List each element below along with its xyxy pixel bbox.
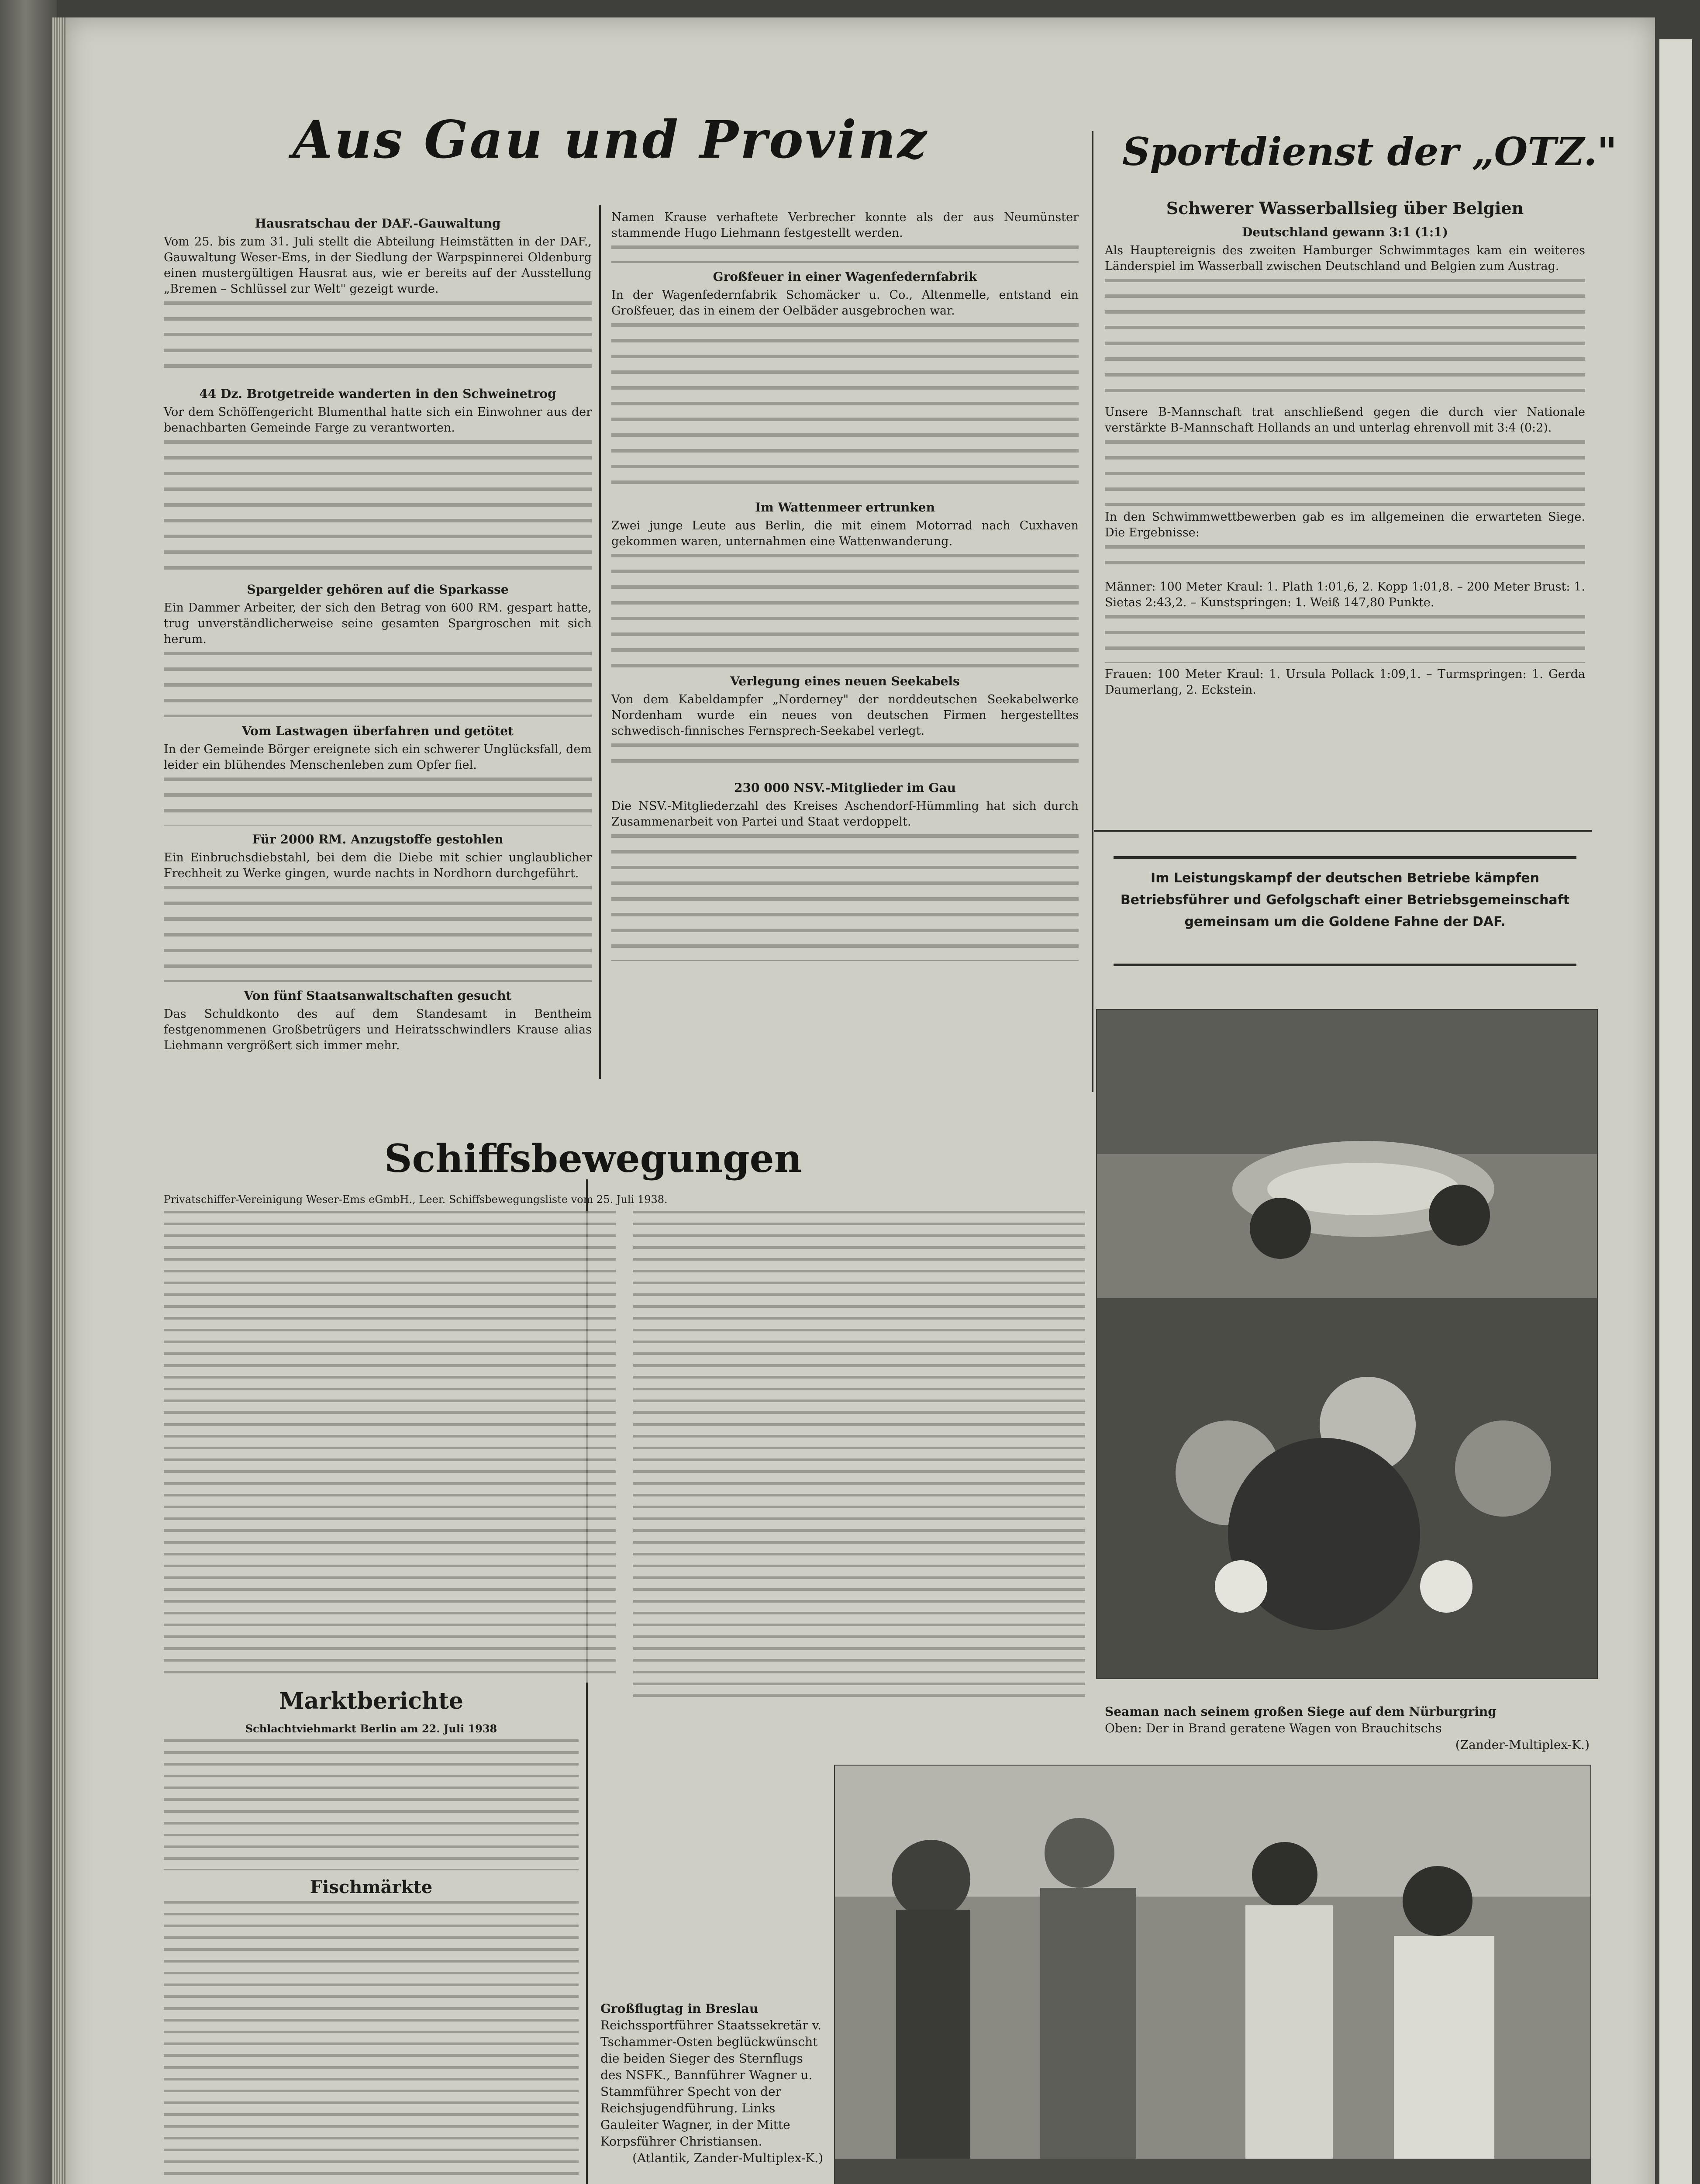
fish-market-title: Fischmärkte	[310, 1877, 433, 1897]
article-text-block	[611, 323, 1079, 494]
subheadline: Deutschland gewann 3:1 (1:1)	[1242, 225, 1448, 239]
column-rule	[1092, 131, 1093, 1092]
binding-spine	[0, 0, 57, 2184]
article-text-block	[611, 554, 1079, 667]
column-rule	[599, 205, 601, 1079]
article-text-block	[611, 834, 1079, 961]
headline: Hausratschau der DAF.-Gauwaltung	[255, 216, 501, 231]
article-text-block	[164, 886, 592, 982]
article-text-block	[1105, 440, 1585, 506]
headline: Im Wattenmeer ertrunken	[755, 500, 935, 515]
daf-announcement-box	[1114, 856, 1576, 966]
article-text-block	[164, 301, 592, 380]
caption-credit: (Atlantik, Zander-Multiplex-K.)	[632, 2151, 823, 2165]
results-women: Frauen: 100 Meter Kraul: 1. Ursula Pollack 1:09,1. – Turmspringen: 1. Gerda Daumerlang, 2. Eckstein.	[1105, 667, 1585, 697]
breslau-photo-caption	[600, 2001, 823, 2167]
article-text: Die NSV.-Mitgliederzahl des Kreises Aschendorf-Hümmling hat sich durch Zusammenarbeit von Partei und Staat verdoppelt.	[611, 799, 1079, 829]
daf-announcement-text: Im Leistungskampf der deutschen Betriebe kämpfen Betriebsführer und Gefolgschaft einer Betriebsgemeinschaft gemeinsam um die Goldene Fahne der DAF.	[1120, 871, 1570, 930]
article-text-block	[611, 743, 1079, 774]
headline: 44 Dz. Brotgetreide wanderten in den Schweinetrog	[199, 387, 556, 401]
article-text: Unsere B-Mannschaft trat anschließend gegen die durch vier Nationale verstärkte B-Mannschaft Hollands an und unterlag ehrenvoll mit 3:4 (0:2).	[1105, 405, 1585, 435]
breslau-photo	[834, 1765, 1591, 2184]
headline: Verlegung eines neuen Seekabels	[730, 674, 960, 688]
article-text-block	[164, 652, 592, 717]
article-text: Das Schuldkonto des auf dem Standesamt in Bentheim festgenommenen Großbetrügers und Heiratsschwindlers Krause alias Liehmann vergrößert sich immer mehr.	[164, 1007, 592, 1052]
headline: Vom Lastwagen überfahren und getötet	[242, 724, 514, 738]
market-title: Marktberichte	[279, 1688, 463, 1714]
racing-photo-image	[1097, 1010, 1597, 1678]
market-text-block	[164, 1739, 579, 1870]
article-text: Ein Einbruchsdiebstahl, bei dem die Diebe mit schier unglaublicher Frechheit zu Werke gingen, wurde nachts in Nordhorn durchgeführt.	[164, 851, 592, 880]
section-title-sport: Sportdienst der „OTZ."	[1122, 129, 1617, 174]
breslau-photo-image	[835, 1766, 1590, 2184]
article-text: Vom 25. bis zum 31. Juli stellt die Abteilung Heimstätten in der DAF., Gauwaltung Weser-Ems, in der Siedlung der Warpspinnerei Oldenburg einen mustergültigen Hausrat aus, wie er bereits auf der Ausstellung „Bremen – Schlüssel zur Welt" gezeigt wurde.	[164, 235, 592, 296]
article-text-block	[164, 440, 592, 576]
article-text-block	[1105, 615, 1585, 663]
column-local-news-2	[611, 210, 1079, 964]
article-text: Als Hauptereignis des zweiten Hamburger Schwimmtages kam ein weiteres Länderspiel im Wasserball zwischen Deutschland und Belgien zum Austrag.	[1105, 244, 1585, 273]
article-text-block	[611, 245, 1079, 263]
shipping-list-left	[164, 1211, 616, 1683]
caption-credit: (Zander-Multiplex-K.)	[1455, 1738, 1590, 1752]
results-men: Männer: 100 Meter Kraul: 1. Plath 1:01,6, 2. Kopp 1:01,8. – 200 Meter Brust: 1. Sietas 2:43,2. – Kunstspringen: 1. Weiß 147,80 Punkte.	[1105, 580, 1585, 609]
article-text: Zwei junge Leute aus Berlin, die mit einem Motorrad nach Cuxhaven gekommen waren, unternahmen eine Wattenwanderung.	[611, 519, 1079, 548]
shipping-intro: Privatschiffer-Vereinigung Weser-Ems eGmbH., Leer. Schiffsbewegungsliste vom 25. Juli 1938.	[164, 1193, 668, 1206]
racing-photo-caption	[1105, 1704, 1590, 1753]
newspaper-page	[66, 17, 1655, 2184]
article-text: Von dem Kabeldampfer „Norderney" der norddeutschen Seekabelwerke Nordenham wurde ein neues von deutschen Firmen hergestelltes schwedisch-finnisches Fernsprech-Seekabel verlegt.	[611, 693, 1079, 738]
next-page-edge	[1659, 39, 1692, 2184]
shipping-movements-block	[164, 1192, 1085, 1704]
column-sport	[1105, 192, 1585, 702]
market-reports	[164, 1682, 579, 2184]
column-local-news-1	[164, 210, 592, 1058]
caption-text: Reichssportführer Staatssekretär v. Tschammer-Osten beglückwünscht die beiden Sieger des Sternflugs des NSFK., Bannführer Wagner u. Stammführer Specht von der Reichsjugendführung. Links Gauleiter Wagner, in der Mitte Korpsführer Christiansen.	[600, 2018, 822, 2149]
market-subtitle: Schlachtviehmarkt Berlin am 22. Juli 1938	[245, 1722, 497, 1735]
article-text-block	[1105, 545, 1585, 576]
headline: Von fünf Staatsanwaltschaften gesucht	[244, 988, 512, 1003]
article-text: Vor dem Schöffengericht Blumenthal hatte sich ein Einwohner aus der benachbarten Gemeinde Farge zu verantworten.	[164, 405, 592, 435]
caption-title: Großflugtag in Breslau	[600, 2001, 759, 2016]
section-title-gau: Aus Gau und Provinz	[293, 109, 928, 170]
article-text: In der Gemeinde Börger ereignete sich ein schwerer Unglücksfall, dem leider ein blühendes Menschenleben zum Opfer fiel.	[164, 743, 592, 772]
article-text: Ein Dammer Arbeiter, der sich den Betrag von 600 RM. gespart hatte, trug unverständlicherweise seine gesamten Spargroschen mit sich herum.	[164, 601, 592, 646]
section-rule	[1094, 830, 1592, 832]
shipping-list-right	[633, 1211, 1085, 1700]
article-text: Namen Krause verhaftete Verbrecher konnte als der aus Neumünster stammende Hugo Liehmann festgestellt werden.	[611, 211, 1079, 240]
headline: Spargelder gehören auf die Sparkasse	[247, 582, 509, 597]
shipping-section-title: Schiffsbewegungen	[384, 1136, 802, 1181]
page-edges	[52, 17, 66, 2184]
fish-market-text-block	[164, 1901, 579, 2184]
article-text-block	[1105, 279, 1585, 401]
article-text: In der Wagenfedernfabrik Schomäcker u. Co., Altenmelle, entstand ein Großfeuer, das in einem der Oelbäder ausgebrochen war.	[611, 288, 1079, 318]
headline: Schwerer Wasserballsieg über Belgien	[1166, 198, 1524, 218]
headline: 230 000 NSV.-Mitglieder im Gau	[734, 781, 956, 795]
headline: Großfeuer in einer Wagenfedernfabrik	[713, 270, 977, 284]
caption-title: Seaman nach seinem großen Siege auf dem Nürburgring	[1105, 1704, 1497, 1719]
headline: Für 2000 RM. Anzugstoffe gestohlen	[252, 832, 503, 847]
article-text: In den Schwimmwettbewerben gab es im allgemeinen die erwarteten Siege. Die Ergebnisse:	[1105, 510, 1585, 539]
caption-text: Oben: Der in Brand geratene Wagen von Brauchitschs	[1105, 1721, 1442, 1735]
article-text-block	[164, 778, 592, 826]
racing-photo	[1096, 1009, 1598, 1679]
